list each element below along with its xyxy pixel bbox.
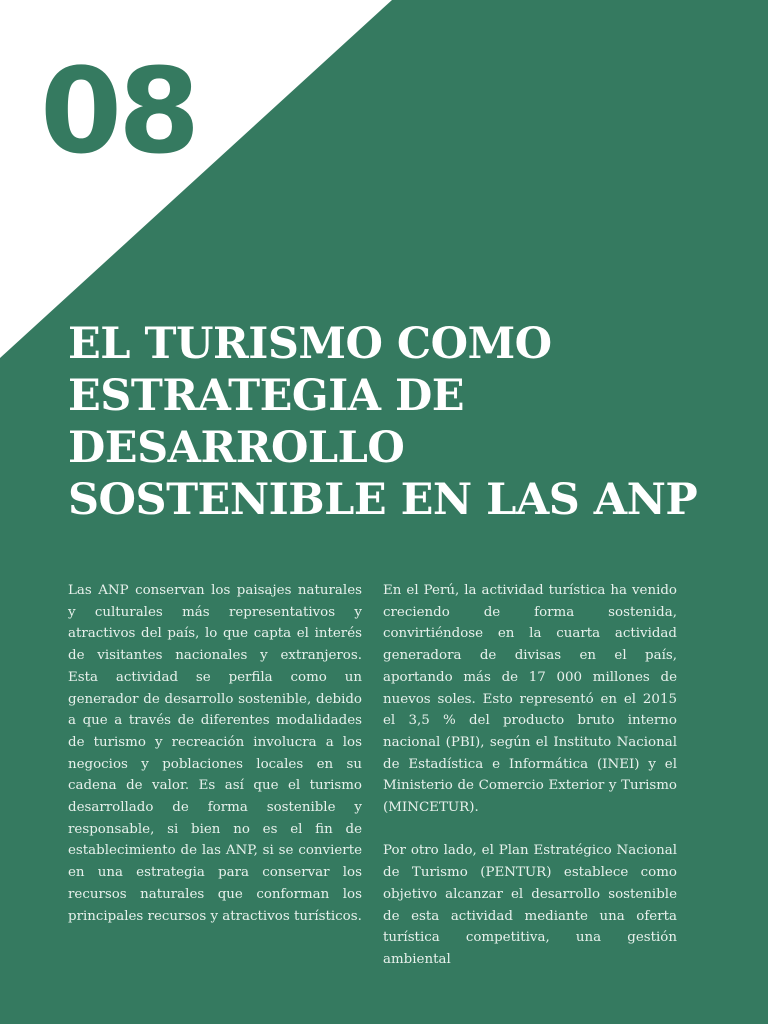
body-column-left bbox=[68, 580, 362, 927]
title-line: DESARROLLO bbox=[68, 423, 405, 473]
body-paragraph: En el Perú, la actividad turística ha venido creciendo de forma sostenida, convirtiéndose en la cuarta actividad generadora de divisas en el país, aportando más de 17 000 millones de nuevos soles. Esto representó en el 2015 el 3,5 % del producto bruto interno nacional (PBI), según el Instituto Nacional de Estadística e Informática (INEI) y el Ministerio de Comercio Exterior y Turismo (MINCETUR). bbox=[383, 583, 677, 816]
chapter-number: 08 bbox=[40, 42, 197, 180]
title-line: EL TURISMO COMO bbox=[68, 319, 552, 369]
title-line: SOSTENIBLE EN LAS ANP bbox=[68, 475, 698, 525]
body-paragraph: Por otro lado, el Plan Estratégico Nacional de Turismo (PENTUR) establece como objetivo alcanzar el desarrollo sostenible de esta actividad mediante una oferta turística competitiva, una gestión ambiental bbox=[383, 843, 677, 967]
body-paragraph: Las ANP conservan los paisajes naturales y culturales más representativos y atractivos del país, lo que capta el interés de visitantes nacionales y extranjeros. Esta actividad se perfila como un generador de desarrollo sostenible, debido a que a través de diferentes modalidades de turismo y recreación involucra a los negocios y poblaciones locales en su cadena de valor. Es así que el turismo desarrollado de forma sostenible y responsable, si bien no es el fin de establecimiento de las ANP, si se convierte en una estrategia para conservar los recursos naturales que conforman los principales recursos y atractivos turísticos. bbox=[68, 583, 362, 924]
body-column-right bbox=[383, 580, 677, 971]
chapter-title bbox=[68, 318, 728, 526]
title-line: ESTRATEGIA DE bbox=[68, 371, 465, 421]
